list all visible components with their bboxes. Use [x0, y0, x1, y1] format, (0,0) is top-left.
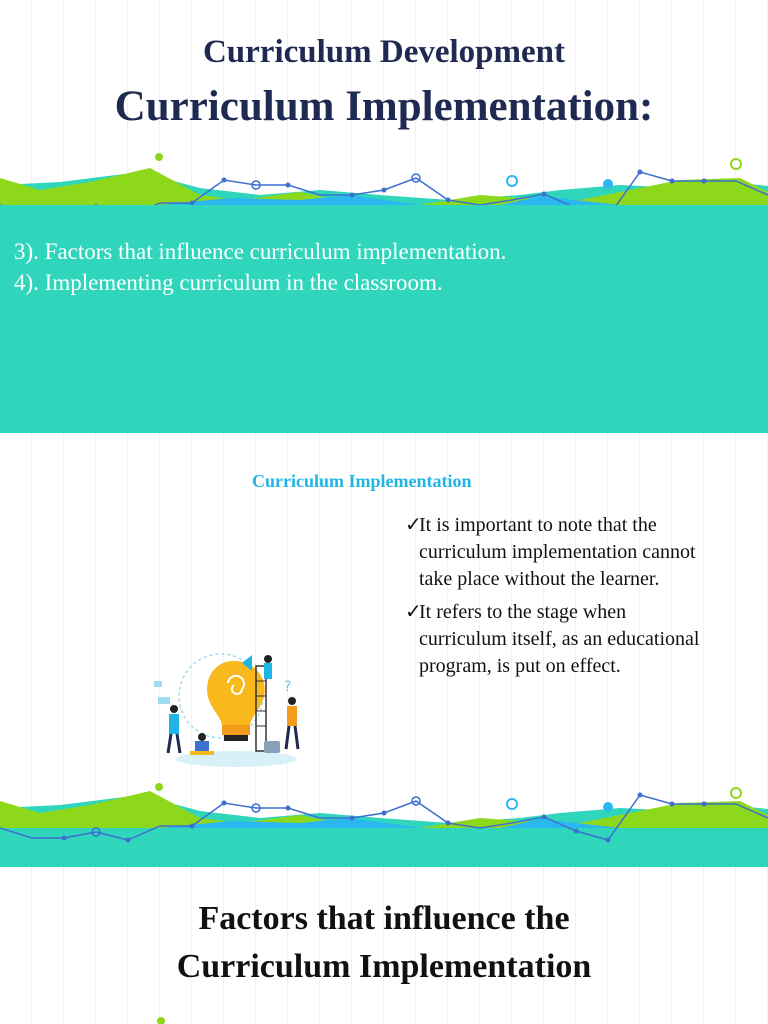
slide-2 [0, 433, 768, 867]
bullet-text: It refers to the stage when curriculum itself, as an educational program, is put on effect. [419, 601, 700, 677]
checkmark-icon: ✓ [405, 601, 422, 623]
slide-subtitle: Curriculum Development [202, 34, 566, 70]
bullet-item [405, 512, 705, 593]
slide-1 [0, 0, 768, 433]
marker-dot-icon [157, 1017, 165, 1024]
slide-title: Curriculum Implementation: [114, 83, 654, 130]
lightbulb-team-illustration [146, 641, 336, 781]
checkmark-icon: ✓ [405, 514, 422, 536]
title-line: Curriculum Implementation [176, 948, 592, 985]
agenda-item: 3). Factors that influence curriculum implementation. [14, 239, 507, 264]
agenda-item: 4). Implementing curriculum in the classroom. [14, 270, 443, 295]
bullet-text: It is important to note that the curriculum implementation cannot take place without the learner. [419, 514, 696, 590]
bullet-list [405, 512, 705, 686]
section-heading: Curriculum Implementation [252, 471, 472, 491]
bullet-item [405, 599, 705, 680]
agenda-list [14, 236, 506, 298]
slide-3 [0, 867, 768, 1024]
wave-decoration [0, 773, 768, 867]
slide-title [0, 895, 768, 991]
svg-text:?: ? [284, 679, 292, 695]
title-line: Factors that influence the [198, 900, 570, 937]
